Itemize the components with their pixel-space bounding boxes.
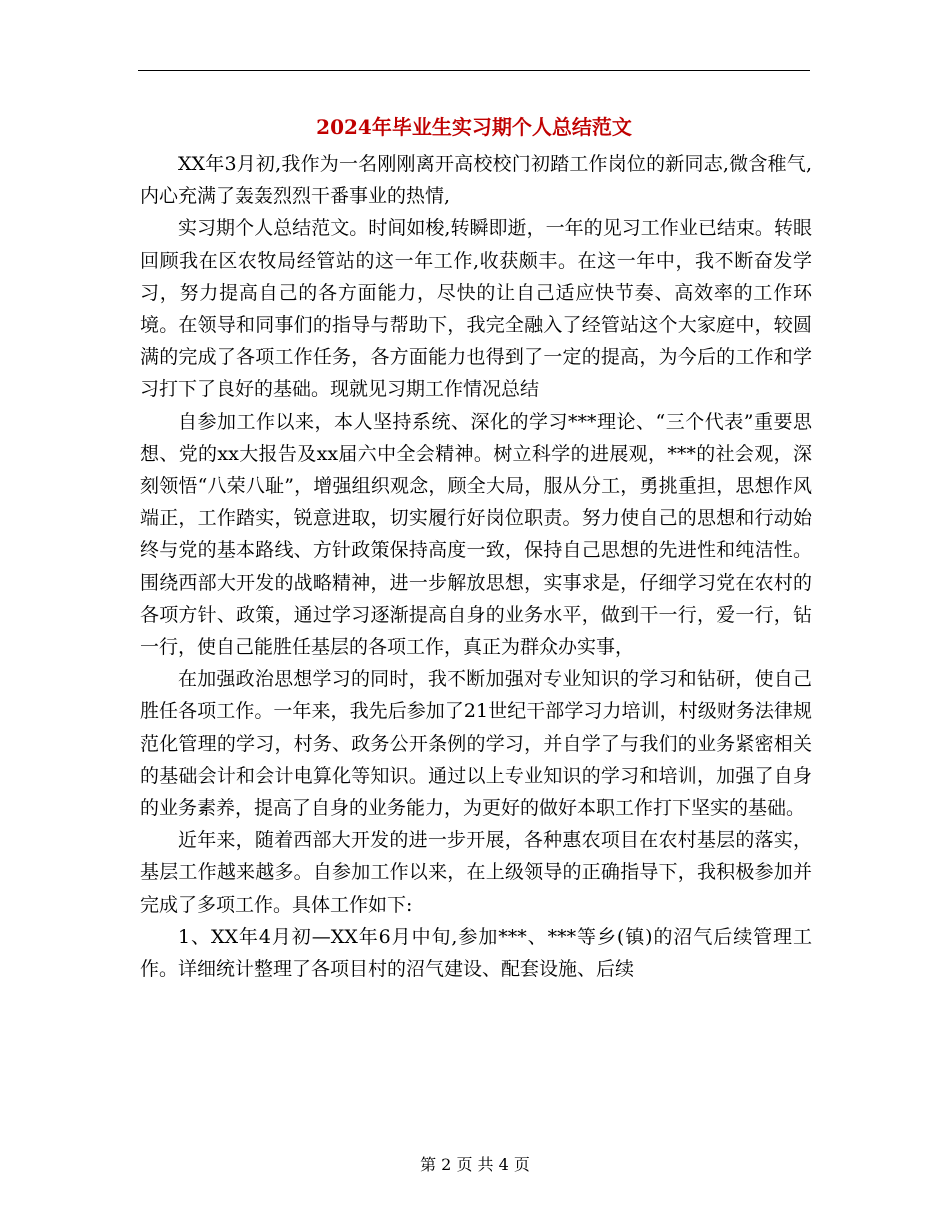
document-title: 2024年毕业生实习期个人总结范文 [316,115,632,139]
paragraph-2: 实习期个人总结范文。时间如梭,转瞬即逝，一年的见习工作业已结束。转眼回顾我在区农牧局经管站的这一年工作,收获颇丰。在这一年中，我不断奋发学习，努力提高自己的各方面能力，尽快的让自己适应快节奏、高效率的工作环境。在领导和同事们的指导与帮助下，我完全融入了经管站这个大家庭中，较圆满的完成了各项工作任务，各方面能力也得到了一定的提高，为今后的工作和学习打下了良好的基础。现就见习期工作情况总结 [140,217,812,401]
document-body [140,148,812,985]
paragraph-5: 近年来，随着西部大开发的进一步开展，各种惠农项目在农村基层的落实，基层工作越来越多。自参加工作以来，在上级领导的正确指导下，我积极参加并完成了多项工作。具体工作如下: [140,829,812,916]
paragraph-3: 自参加工作以来，本人坚持系统、深化的学习***理论、“三个代表”重要思想、党的xx大报告及xx届六中全会精神。树立科学的进展观，***的社会观，深刻领悟“八荣八耻”，增强组织观念，顾全大局，服从分工，勇挑重担，思想作风端正，工作踏实，锐意进取，切实履行好岗位职责。努力使自己的思想和行动始终与党的基本路线、方针政策保持高度一致，保持自己思想的先进性和纯洁性。围绕西部大开发的战略精神，进一步解放思想，实事求是，仔细学习党在农村的各项方针、政策，通过学习逐渐提高自身的业务水平，做到干一行，爱一行，钻一行，使自己能胜任基层的各项工作，真正为群众办实事， [140,410,812,659]
paragraph-4: 在加强政治思想学习的同时，我不断加强对专业知识的学习和钻研，使自己胜任各项工作。一年来，我先后参加了21世纪干部学习力培训，村级财务法律规范化管理的学习，村务、政务公开条例的学习，并自学了与我们的业务紧密相关的基础会计和会计电算化等知识。通过以上专业知识的学习和培训，加强了自身的业务素养，提高了自身的业务能力，为更好的做好本职工作打下坚实的基础。 [140,668,812,820]
paragraph-6: 1、XX年4月初—XX年6月中旬,参加***、***等乡(镇)的沼气后续管理工作。详细统计整理了各项目村的沼气建设、配套设施、后续 [140,925,812,981]
header-rule [138,70,810,71]
page-number-footer: 第 2 页 共 4 页 [420,1155,530,1174]
paragraph-1: XX年3月初,我作为一名刚刚离开高校校门初踏工作岗位的新同志,微含稚气,内心充满了轰轰烈烈干番事业的热情, [140,153,812,208]
